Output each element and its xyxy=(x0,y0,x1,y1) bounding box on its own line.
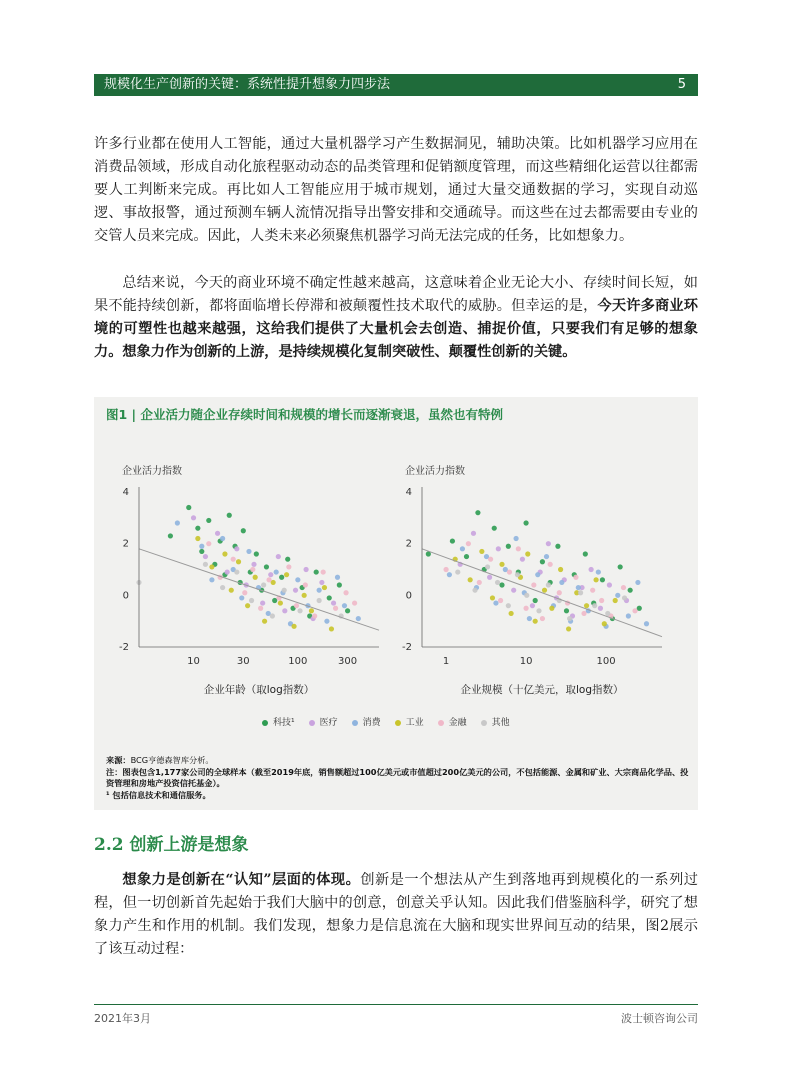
legend-label: 工业 xyxy=(405,718,424,728)
data-point xyxy=(239,595,244,600)
figure-notes xyxy=(106,755,691,801)
x-tick-label: 10 xyxy=(519,656,533,667)
data-point xyxy=(264,564,269,569)
data-point xyxy=(525,551,530,556)
data-point xyxy=(592,603,597,608)
data-point xyxy=(536,608,541,613)
x-tick-label: 100 xyxy=(288,656,308,667)
header-title: 规模化生产创新的关键：系统性提升想象力四步法 xyxy=(104,77,391,92)
data-point xyxy=(644,621,649,626)
data-point xyxy=(199,544,204,549)
data-point xyxy=(493,600,498,605)
imagination-bold-text: 想象力是创新在“认知”层面的体现。 xyxy=(122,872,361,888)
page-header xyxy=(94,74,698,96)
data-point xyxy=(260,600,265,605)
data-point xyxy=(468,577,473,582)
legend-item xyxy=(262,715,295,728)
data-point xyxy=(509,611,514,616)
data-point xyxy=(464,554,469,559)
data-point xyxy=(295,577,300,582)
data-point xyxy=(191,515,196,520)
data-point xyxy=(584,603,589,608)
data-point xyxy=(274,569,279,574)
data-point xyxy=(302,593,307,598)
data-point xyxy=(598,606,603,611)
data-point xyxy=(499,582,504,587)
data-point xyxy=(593,577,598,582)
data-point xyxy=(511,588,516,593)
data-point xyxy=(527,616,532,621)
data-point xyxy=(251,562,256,567)
data-point xyxy=(632,608,637,613)
data-point xyxy=(460,546,465,551)
data-point xyxy=(286,564,291,569)
data-point xyxy=(246,549,251,554)
y-tick-label: -2 xyxy=(402,642,412,653)
data-point xyxy=(472,588,477,593)
legend-item xyxy=(352,715,381,728)
data-point xyxy=(276,554,281,559)
data-point xyxy=(531,582,536,587)
data-point xyxy=(599,598,604,603)
data-point xyxy=(284,572,289,577)
data-point xyxy=(234,569,239,574)
x-tick-label: 300 xyxy=(338,656,358,667)
chart1-ylabel: 企业活力指数 xyxy=(122,466,182,477)
data-point xyxy=(322,585,327,590)
data-point xyxy=(195,526,200,531)
data-point xyxy=(581,611,586,616)
figure-1 xyxy=(94,397,698,810)
data-point xyxy=(231,557,236,562)
legend-label: 医疗 xyxy=(319,718,338,728)
y-tick-label: 0 xyxy=(122,590,129,602)
legend-item xyxy=(309,715,338,728)
legend-swatch xyxy=(481,720,487,726)
footer-divider xyxy=(94,1004,698,1005)
data-point xyxy=(548,562,553,567)
data-point xyxy=(466,541,471,546)
data-point xyxy=(317,598,322,603)
data-point xyxy=(229,588,234,593)
note-label: 注： xyxy=(106,766,123,777)
data-point xyxy=(542,588,547,593)
footer-date: 2021年3月 xyxy=(94,1012,151,1025)
scatter-chart-company-size xyxy=(377,477,677,697)
legend-label: 消费 xyxy=(362,718,381,728)
data-point xyxy=(530,603,535,608)
data-point xyxy=(516,546,521,551)
data-point xyxy=(540,559,545,564)
data-point xyxy=(203,562,208,567)
data-point xyxy=(222,551,227,556)
data-point xyxy=(206,518,211,523)
data-point xyxy=(605,611,610,616)
data-point xyxy=(566,626,571,631)
legend-swatch xyxy=(309,720,315,726)
data-point xyxy=(345,608,350,613)
legend-label: 科技¹ xyxy=(273,718,295,728)
data-point xyxy=(309,608,314,613)
scatter-chart-company-age xyxy=(94,477,394,697)
y-tick-label: 4 xyxy=(405,487,412,498)
legend-item xyxy=(395,715,424,728)
data-point xyxy=(535,572,540,577)
data-point xyxy=(278,600,283,605)
data-point xyxy=(303,567,308,572)
data-point xyxy=(236,559,241,564)
y-tick-label: 2 xyxy=(405,538,412,550)
data-point xyxy=(495,580,500,585)
data-point xyxy=(506,603,511,608)
data-point xyxy=(607,582,612,587)
data-point xyxy=(254,551,259,556)
data-point xyxy=(262,619,267,624)
paragraph-imagination xyxy=(94,869,698,961)
data-point xyxy=(220,536,225,541)
data-point xyxy=(272,598,277,603)
data-point xyxy=(319,580,324,585)
legend-swatch xyxy=(395,720,401,726)
data-point xyxy=(327,595,332,600)
legend-swatch xyxy=(438,720,444,726)
x-tick-label: 100 xyxy=(596,656,616,667)
data-point xyxy=(618,564,623,569)
data-point xyxy=(333,606,338,611)
source-text: BCG亨德森智库分析。 xyxy=(130,755,214,765)
data-point xyxy=(220,585,225,590)
figure-title: 图1 | 企业活力随企业存续时间和规模的增长而逐渐衰退，虽然也有特例 xyxy=(106,407,503,422)
data-point xyxy=(293,588,298,593)
data-point xyxy=(471,531,476,536)
data-point xyxy=(549,606,554,611)
legend-label: 金融 xyxy=(448,718,467,728)
data-point xyxy=(258,606,263,611)
data-point xyxy=(615,593,620,598)
footer-company: 波士顿咨询公司 xyxy=(621,1012,698,1025)
data-point xyxy=(590,588,595,593)
data-point xyxy=(279,575,284,580)
y-tick-label: 0 xyxy=(405,590,412,602)
data-point xyxy=(186,505,191,510)
data-point xyxy=(544,554,549,559)
data-point xyxy=(626,613,631,618)
data-point xyxy=(513,536,518,541)
data-point xyxy=(533,619,538,624)
data-point xyxy=(227,513,232,518)
legend-swatch xyxy=(262,720,268,726)
data-point xyxy=(266,577,271,582)
x-axis-title: 企业规模（十亿美元，取log指数） xyxy=(460,684,624,696)
data-point xyxy=(335,575,340,580)
data-point xyxy=(245,603,250,608)
data-point xyxy=(447,572,452,577)
data-point xyxy=(241,528,246,533)
data-point xyxy=(209,577,214,582)
data-point xyxy=(477,580,482,585)
y-tick-label: -2 xyxy=(119,642,129,653)
data-point xyxy=(488,557,493,562)
trend-line xyxy=(139,549,379,630)
x-tick-label: 1 xyxy=(442,656,450,667)
data-point xyxy=(261,582,266,587)
data-point xyxy=(270,613,275,618)
paragraph-summary xyxy=(94,272,698,364)
data-point xyxy=(329,626,334,631)
data-point xyxy=(475,510,480,515)
data-point xyxy=(506,544,511,549)
data-point xyxy=(520,557,525,562)
data-point xyxy=(291,624,296,629)
data-point xyxy=(175,520,180,525)
data-point xyxy=(450,538,455,543)
note-text: 图表包含1,177家公司的全球样本（截至2019年底，销售额超过100亿美元或市值超过200亿美元的公司，不包括能源、金属和矿业、大宗商品化学品、投资管理和房地产投资信托基金）。 xyxy=(106,766,689,788)
paragraph-ai-usage: 许多行业都在使用人工智能，通过大量机器学习产生数据洞见，辅助决策。比如机器学习应用在消费品领域，形成自动化旅程驱动动态的品类管理和促销额度管理，而这些精细化运营以往都需要人工判断来完成。再比如人工智能应用于城市规划，通过大量交通数据的学习，实现自动巡逻、事故报警，通过预测车辆人流情况指导出警安排和交通疏导。而这些在过去都需要由专业的交管人员来完成。因此，人类未来必须聚焦机器学习尚无法完成的任务，比如想象力。 xyxy=(94,136,698,244)
data-point xyxy=(253,575,258,580)
summary-normal-text: 总结来说，今天的商业环境不确定性越来越高，这意味着企业无论大小、存续时间长短，如果不能持续创新，都将面临增长停滞和被颠覆性技术取代的威胁。但幸运的是， xyxy=(94,275,698,314)
data-point xyxy=(234,546,239,551)
x-tick-label: 10 xyxy=(187,656,200,667)
data-point xyxy=(443,567,448,572)
x-tick-label: 30 xyxy=(236,656,250,667)
x-axis-title: 企业年龄（取log指数） xyxy=(203,684,315,696)
data-point xyxy=(573,575,578,580)
data-point xyxy=(168,533,173,538)
data-point xyxy=(249,598,254,603)
data-point xyxy=(567,616,572,621)
data-point xyxy=(352,600,357,605)
data-point xyxy=(206,541,211,546)
data-point xyxy=(455,569,460,574)
data-point xyxy=(487,575,492,580)
data-point xyxy=(621,585,626,590)
legend-swatch xyxy=(352,720,358,726)
data-point xyxy=(297,608,302,613)
data-point xyxy=(523,606,528,611)
data-point xyxy=(583,551,588,556)
data-point xyxy=(312,613,317,618)
chart2-ylabel: 企业活力指数 xyxy=(405,466,465,477)
data-point xyxy=(215,531,220,536)
y-tick-label: 4 xyxy=(122,487,129,498)
data-point xyxy=(324,619,329,624)
page-number: 5 xyxy=(677,77,686,92)
data-point xyxy=(303,582,308,587)
data-point xyxy=(490,595,495,600)
data-point xyxy=(635,580,640,585)
imagination-normal-text: 创新是一个想法从产生到落地再到规模化的一系列过程，但一切创新首先起始于我们大脑中的创意，创意关乎认知。因此我们借鉴脑科学，研究了想象力产生和作用的机制。我们发现，想象力是信息流在大脑和现实世界间互动的结果，图2展示了该互动过程： xyxy=(94,872,698,957)
summary-bold-text: 今天许多商业环境的可塑性也越来越强，这给我们提供了大量机会去创造、捕捉价值，只要我们有足够的想象力。想象力作为创新的上游，是持续规模化复制突破性、颠覆性创新的关键。 xyxy=(94,298,698,360)
data-point xyxy=(356,616,361,621)
data-point xyxy=(209,564,214,569)
data-point xyxy=(546,541,551,546)
data-point xyxy=(523,520,528,525)
data-point xyxy=(524,593,529,598)
data-point xyxy=(485,564,490,569)
data-point xyxy=(282,588,287,593)
data-point xyxy=(578,590,583,595)
data-point xyxy=(515,572,520,577)
data-point xyxy=(479,549,484,554)
data-point xyxy=(498,598,503,603)
data-point xyxy=(294,603,299,608)
data-point xyxy=(600,577,605,582)
data-point xyxy=(564,608,569,613)
data-point xyxy=(317,588,322,593)
data-point xyxy=(195,536,200,541)
data-point xyxy=(250,567,255,572)
data-point xyxy=(285,557,290,562)
data-point xyxy=(321,569,326,574)
data-point xyxy=(628,588,633,593)
data-point xyxy=(557,590,562,595)
section-title: 2.2 创新上游是想象 xyxy=(94,835,249,855)
data-point xyxy=(282,608,287,613)
data-point xyxy=(622,595,627,600)
data-point xyxy=(558,567,563,572)
data-point xyxy=(602,621,607,626)
data-point xyxy=(203,554,208,559)
data-point xyxy=(589,567,594,572)
data-point xyxy=(337,582,342,587)
data-point xyxy=(343,590,348,595)
data-point xyxy=(499,562,504,567)
data-point xyxy=(613,598,618,603)
source-label: 来源： xyxy=(106,755,131,765)
y-tick-label: 2 xyxy=(122,538,129,550)
data-point xyxy=(540,616,545,621)
data-point xyxy=(559,580,564,585)
data-point xyxy=(576,585,581,590)
data-point xyxy=(314,569,319,574)
data-point xyxy=(342,603,347,608)
data-point xyxy=(496,546,501,551)
data-point xyxy=(533,598,538,603)
data-point xyxy=(596,569,601,574)
legend-item xyxy=(481,715,510,728)
footnote-text: ¹ 包括信息技术和通信服务。 xyxy=(106,789,211,800)
chart-legend xyxy=(262,715,510,728)
data-point xyxy=(492,526,497,531)
legend-item xyxy=(438,715,467,728)
data-point xyxy=(507,569,512,574)
data-point xyxy=(225,569,230,574)
data-point xyxy=(199,549,204,554)
data-point xyxy=(242,590,247,595)
data-point xyxy=(331,600,336,605)
data-point xyxy=(555,544,560,549)
data-point xyxy=(268,572,273,577)
data-point xyxy=(546,582,551,587)
legend-label: 其他 xyxy=(491,718,510,728)
